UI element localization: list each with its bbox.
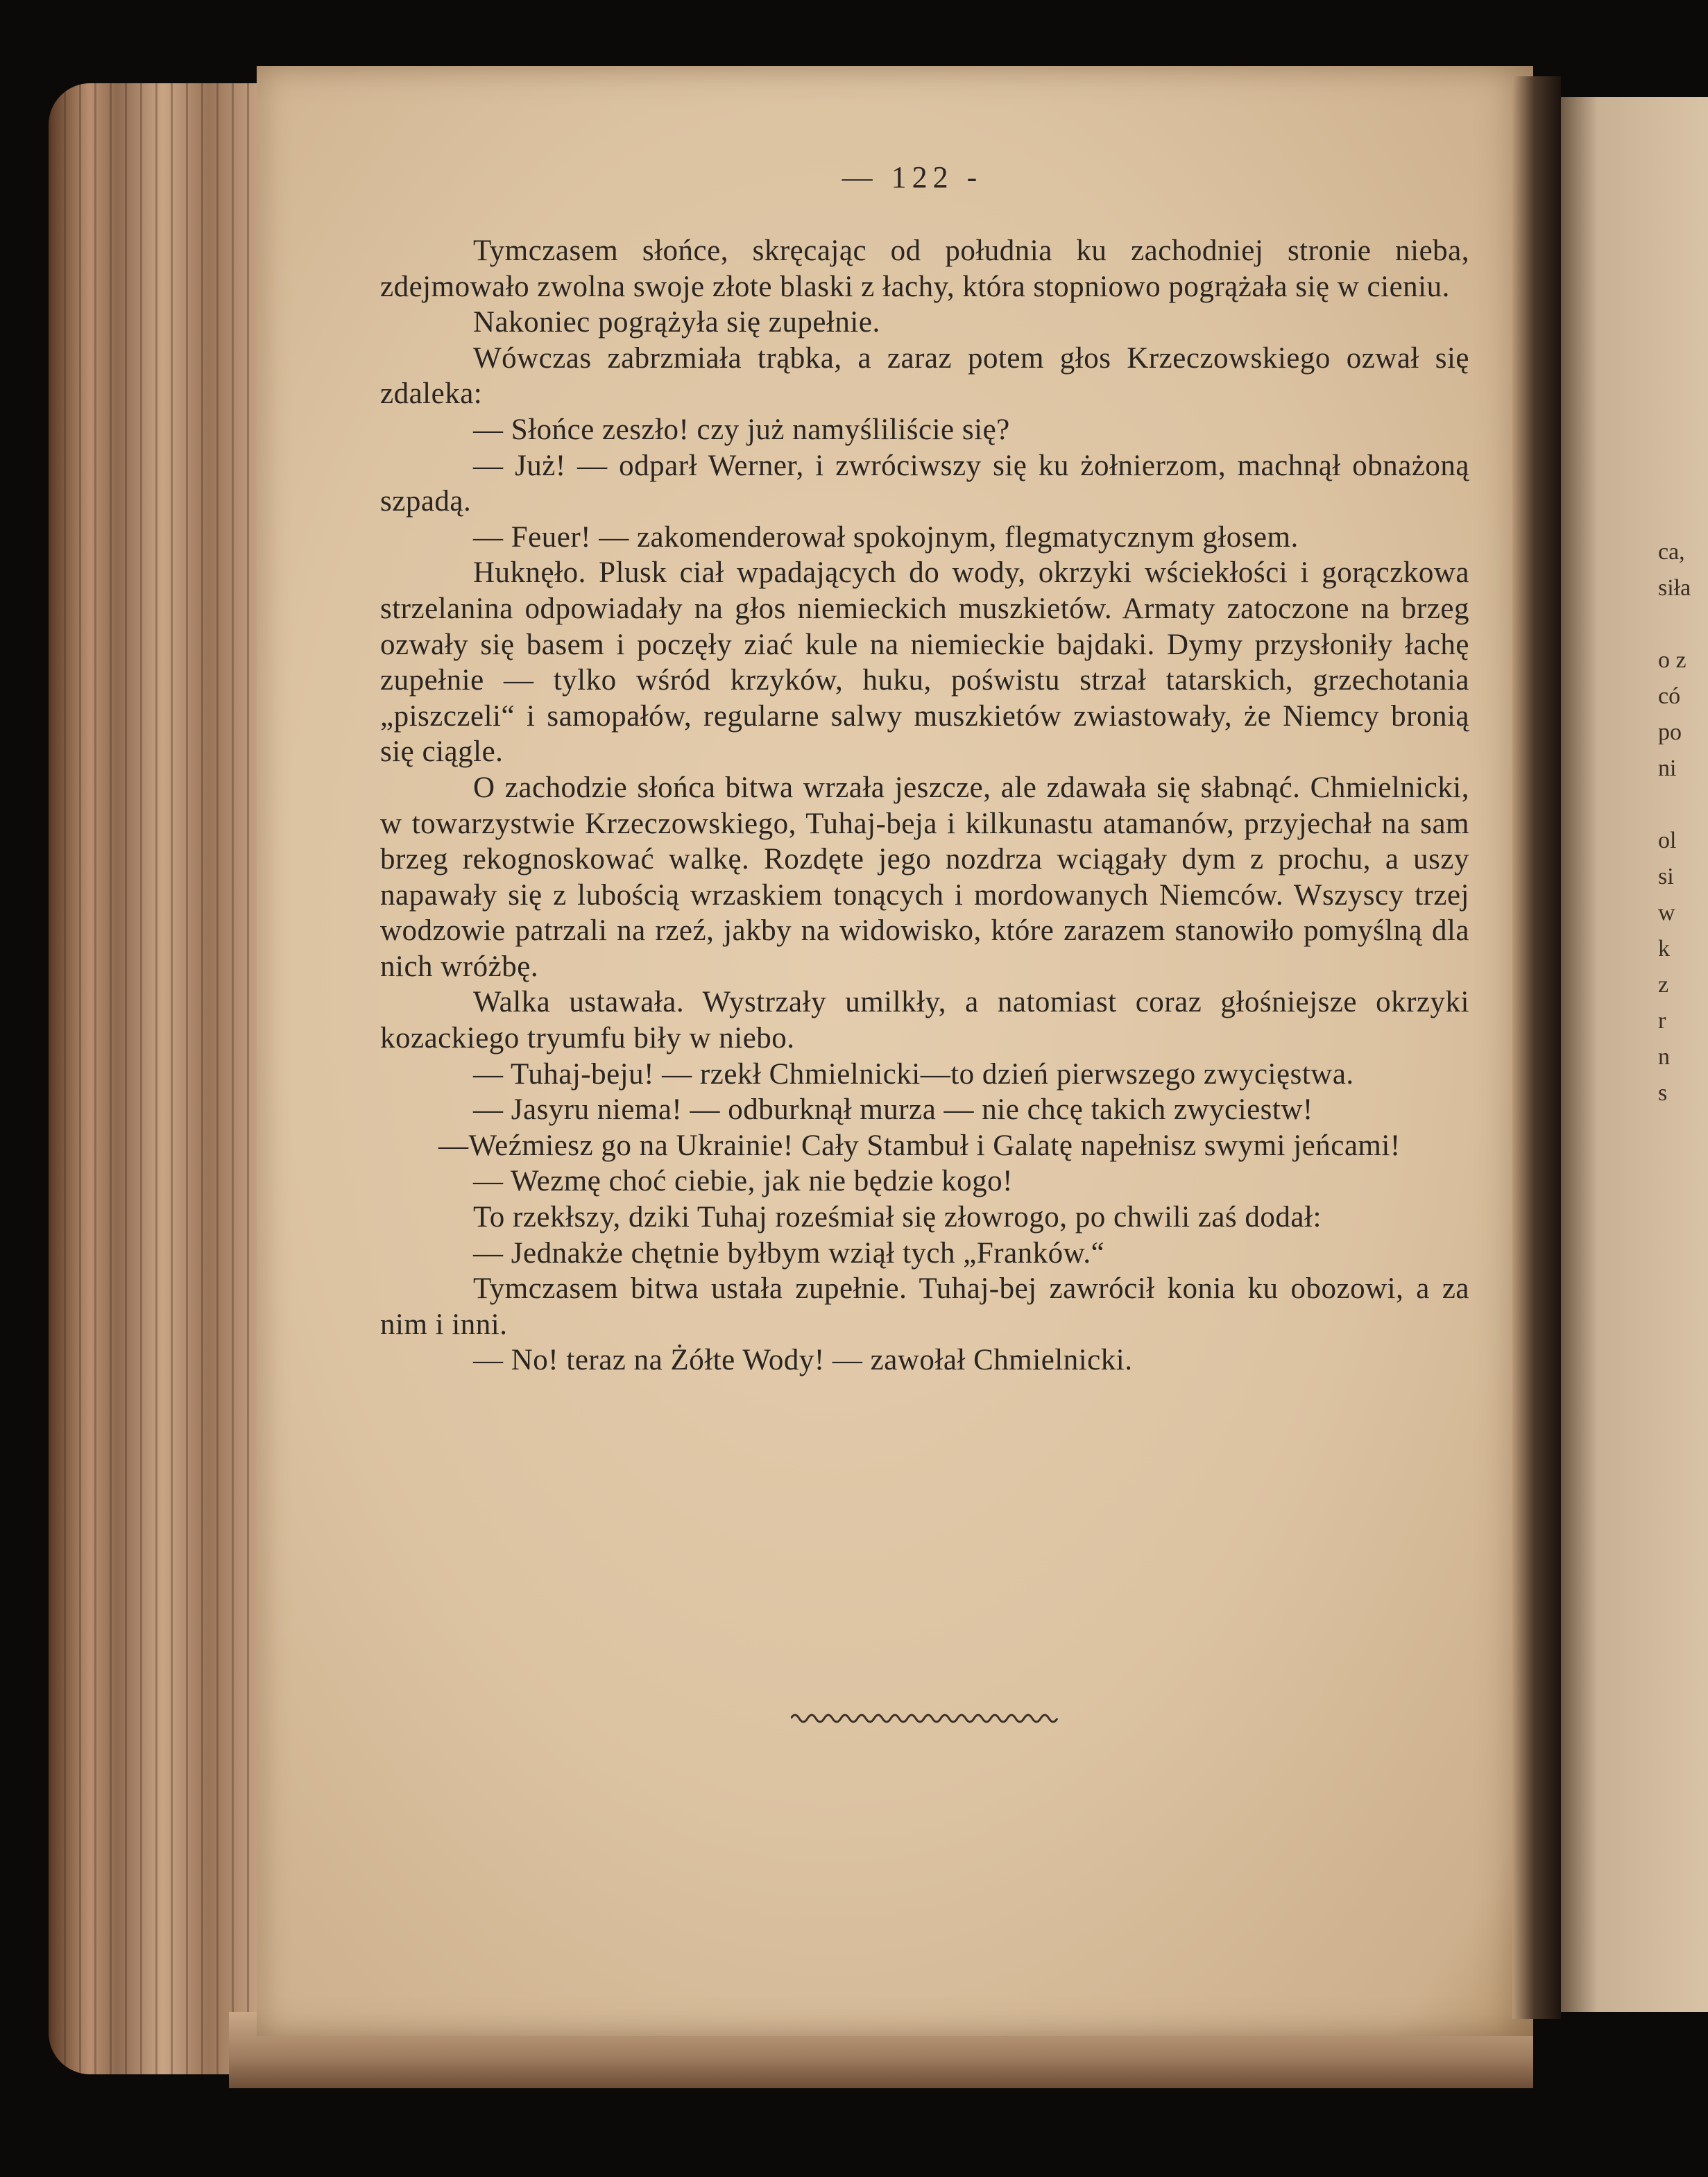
dialogue-line: — Jasyru niema! — odburknął murza — nie chcę takich zwyciestw! — [473, 1093, 1313, 1127]
paragraph: To rzekłszy, dziki Tuhaj roześmiał się złowrogo, po chwili zaś dodał: — [473, 1201, 1322, 1234]
dialogue-line: — No! teraz na Żółte Wody! — zawołał Chmielnicki. — [473, 1344, 1133, 1377]
paragraph: Walka ustawała. Wystrzały umilkły, a natomiast coraz głośniejsze okrzyki kozackiego tryumfu biły w niebo. — [380, 986, 1469, 1055]
paragraph: Tymczasem słońce, skręcając od południa ku zachodniej stronie nieba, zdejmowało zwolna swoje złote blaski z łachy, która stopniowo pogrążała się w cieniu. — [380, 234, 1469, 303]
paragraph: Wówczas zabrzmiała trąbka, a zaraz potem głos Krzeczowskiego ozwał się zdaleka: — [380, 341, 1469, 411]
dialogue-line: — Wezmę choć ciebie, jak nie będzie kogo! — [473, 1165, 1013, 1198]
page-number: — 122 - — [842, 160, 983, 194]
next-page-fragments: ca, siła o z có po ni ol si w k z r n s — [1658, 539, 1691, 1106]
wavy-ornament-divider — [791, 1708, 1061, 1729]
paragraph: O zachodzie słońca bitwa wrzała jeszcze, ale zdawała się słabnąć. Chmielnicki, w towarzystwie Krzeczowskiego, Tuhaj-beja i kilkunastu atamanów, przyjechał na sam brzeg rekognoskować walkę. Rozdęte jego nozdrza wciągały dym z prochu, a uszy napawały się z lubością wrzaskiem tonących i mordowanych Niemców. Wszyscy trzej wodzowie patrzali na rzeź, jakby na widowisko, które zarazem stanowiło pomyślną dla nich wróżbę. — [380, 771, 1469, 983]
dialogue-line: — Już! — odparł Werner, i zwróciwszy się ku żołnierzom, machnął obnażoną szpadą. — [380, 449, 1469, 518]
stacked-page-edges — [49, 83, 277, 2074]
dialogue-line: — Tuhaj-beju! — rzekł Chmielnicki—to dzień pierwszego zwycięstwa. — [473, 1057, 1354, 1091]
dialogue-line: —Weźmiesz go na Ukrainie! Cały Stambuł i Galatę napełnisz swymi jeńcami! — [438, 1129, 1401, 1162]
paragraph: Tymczasem bitwa ustała zupełnie. Tuhaj-bej zawrócił konia ku obozowi, a za nim i inni. — [380, 1272, 1469, 1341]
dialogue-line: — Słońce zeszło! czy już namyśliliście się? — [473, 413, 1010, 446]
body-text — [380, 233, 1469, 1378]
dialogue-line: — Feuer! — zakomenderował spokojnym, flegmatycznym głosem. — [473, 520, 1299, 554]
paragraph: Nakoniec pogrążyła się zupełnie. — [473, 306, 880, 339]
dialogue-line: — Jednakże chętnie byłbym wziął tych „Franków.“ — [473, 1236, 1105, 1270]
paragraph: Huknęło. Plusk ciał wpadających do wody, okrzyki wściekłości i gorączkowa strzelanina odpowiadały na głos niemieckich muszkietów. Armaty zatoczone na brzeg ozwały się basem i poczęły ziać kule na niemieckie bajdaki. Dymy przysłoniły łachę zupełnie — tylko wśród krzyków, huku, poświstu strzał tatarskich, grzechotania „piszczeli“ i samopałów, regularne salwy muszkietów zwiastowały, że Niemcy bronią się ciągle. — [380, 556, 1469, 769]
book-gutter — [1512, 76, 1561, 2019]
